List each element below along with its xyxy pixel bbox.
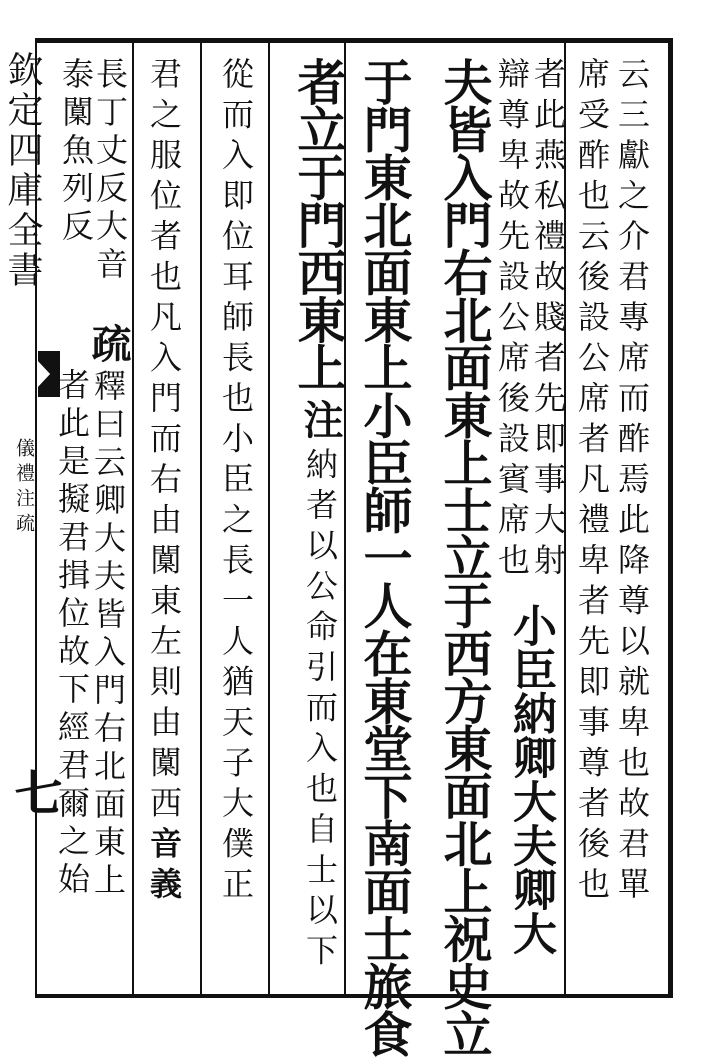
commentary-text: 泰闑魚列反	[57, 57, 95, 247]
margin-book-title: 儀禮注疏	[13, 438, 35, 538]
text-body	[53, 43, 668, 1057]
commentary-text: 者此燕私禮故賤者先即事大射	[529, 57, 567, 584]
column-7	[217, 57, 255, 908]
column-5	[356, 57, 414, 1057]
commentary-text: 釋曰云卿大夫皆入門右北面東上	[89, 369, 127, 901]
column-1	[613, 57, 651, 908]
column-10	[53, 368, 91, 900]
commentary-text: 長丁丈反大音	[91, 57, 129, 285]
note-mark: 注	[297, 399, 344, 448]
column-4	[436, 57, 494, 1057]
commentary-text: 辯尊卑故先設公席後設賓席也	[493, 57, 531, 584]
margin-title: 欽定四庫全書	[2, 51, 43, 291]
commentary-text: 從而入即位耳師長也小臣之長一人猶天子大僕正	[217, 57, 255, 908]
classic-text: 于門東北面東上小臣師一人在東堂下南面士旅食	[356, 57, 414, 1057]
column-3a	[529, 57, 567, 584]
column-2	[573, 57, 611, 908]
page-margin	[0, 43, 62, 995]
column-9b	[57, 57, 95, 247]
commentary-text: 君之服位者也凡入門而右由闑東左則由闑西	[145, 57, 183, 827]
commentary-text: 席受酢也云後設公席者凡禮卑者先即事尊者後也	[573, 57, 611, 908]
commentary-text: 云三獻之介君專席而酢焉此降尊以就卑也故君單	[613, 57, 651, 908]
classic-text: 夫皆入門右北面東上士立于西方東面北上祝史立	[436, 57, 494, 1057]
column-9-shu	[85, 323, 132, 901]
column-3b	[493, 57, 531, 584]
shu-mark: 疏	[85, 323, 132, 369]
yinyi-mark: 音義	[145, 826, 183, 908]
commentary-text: 納者以公命引而入也自士以下	[301, 447, 339, 974]
classic-text: 小臣納卿大夫卿大	[505, 603, 556, 955]
column-8	[145, 57, 183, 908]
column-6-note	[297, 399, 344, 974]
column-9a	[91, 57, 129, 285]
column-3-main	[505, 603, 556, 955]
margin-page-number: 七	[6, 768, 62, 816]
classic-text: 者立于門西東上	[290, 57, 348, 391]
column-6	[290, 57, 348, 391]
commentary-text: 者此是擬君揖位故下經君爾之始	[53, 368, 91, 900]
